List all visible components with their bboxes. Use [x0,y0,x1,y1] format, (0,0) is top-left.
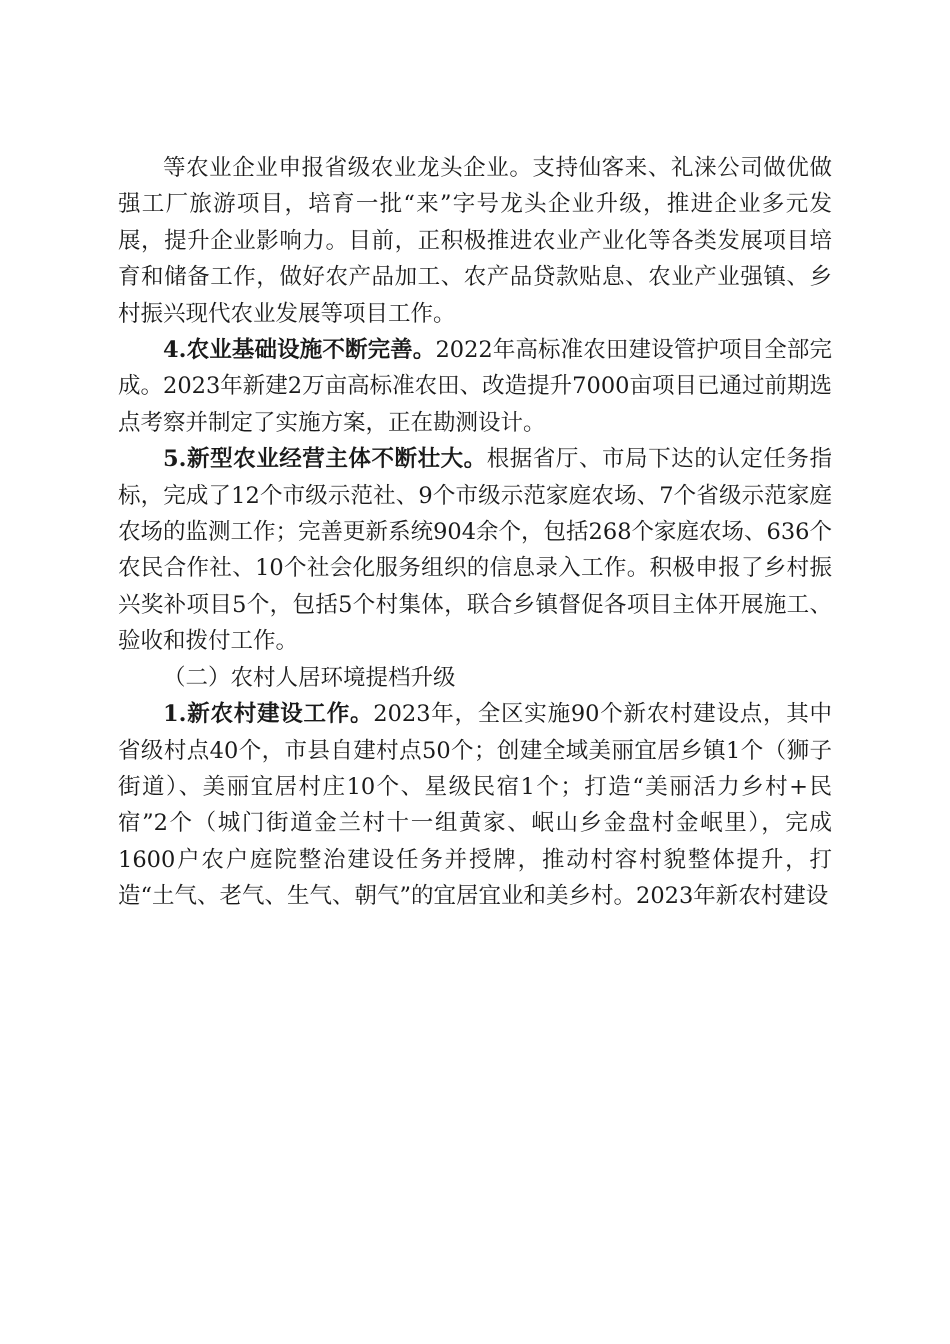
section-heading-rural-environment [118,660,832,696]
section-heading-text: （二）农村人居环境提档升级 [163,664,456,691]
paragraph-enterprises-text: 等农业企业申报省级农业龙头企业。支持仙客来、礼涞公司做优做强工厂旅游项目，培育一批“来”字号龙头企业升级，推进企业多元发展，提升企业影响力。目前，正积极推进农业产业化等各类发展项目培育和储备工作，做好农产品加工、农产品贷款贴息、农业产业强镇、乡村振兴现代农业发展等项目工作。 [118,155,832,327]
paragraph-new-village [118,696,832,914]
heading-infrastructure: 4.农业基础设施不断完善。 [163,337,436,364]
paragraph-operators-text: 根据省厅、市局下达的认定任务指标，完成了12个市级示范社、9个市级示范家庭农场、7个省级示范家庭农场的监测工作；完善更新系统904余个，包括268个家庭农场、636个农民合作社、10个社会化服务组织的信息录入工作。积极申报了乡村振兴奖补项目5个，包括5个村集体，联合乡镇督促各项目主体开展施工、验收和拨付工作。 [118,446,832,655]
heading-operators: 5.新型农业经营主体不断壮大。 [163,446,487,473]
paragraph-new-village-text: 2023年，全区实施90个新农村建设点，其中省级村点40个，市县自建村点50个；创建全域美丽宜居乡镇1个（狮子街道）、美丽宜居村庄10个、星级民宿1个；打造“美丽活力乡村+民宿”2个（城门街道金兰村十一组黄家、岷山乡金盘村金岷里），完成1600户农户庭院整治建设任务并授牌，推动村容村貌整体提升，打造“土气、老气、生气、朝气”的宜居宜业和美乡村。2023年新农村建设 [118,701,832,910]
paragraph-infrastructure [118,332,832,441]
document-page [118,150,832,915]
paragraph-infrastructure-text: 2022年高标准农田建设管护项目全部完成。2023年新建2万亩高标准农田、改造提升7000亩项目已通过前期选点考察并制定了实施方案，正在勘测设计。 [118,337,832,436]
paragraph-enterprises [118,150,832,332]
heading-new-village: 1.新农村建设工作。 [163,701,374,728]
paragraph-operators [118,441,832,659]
